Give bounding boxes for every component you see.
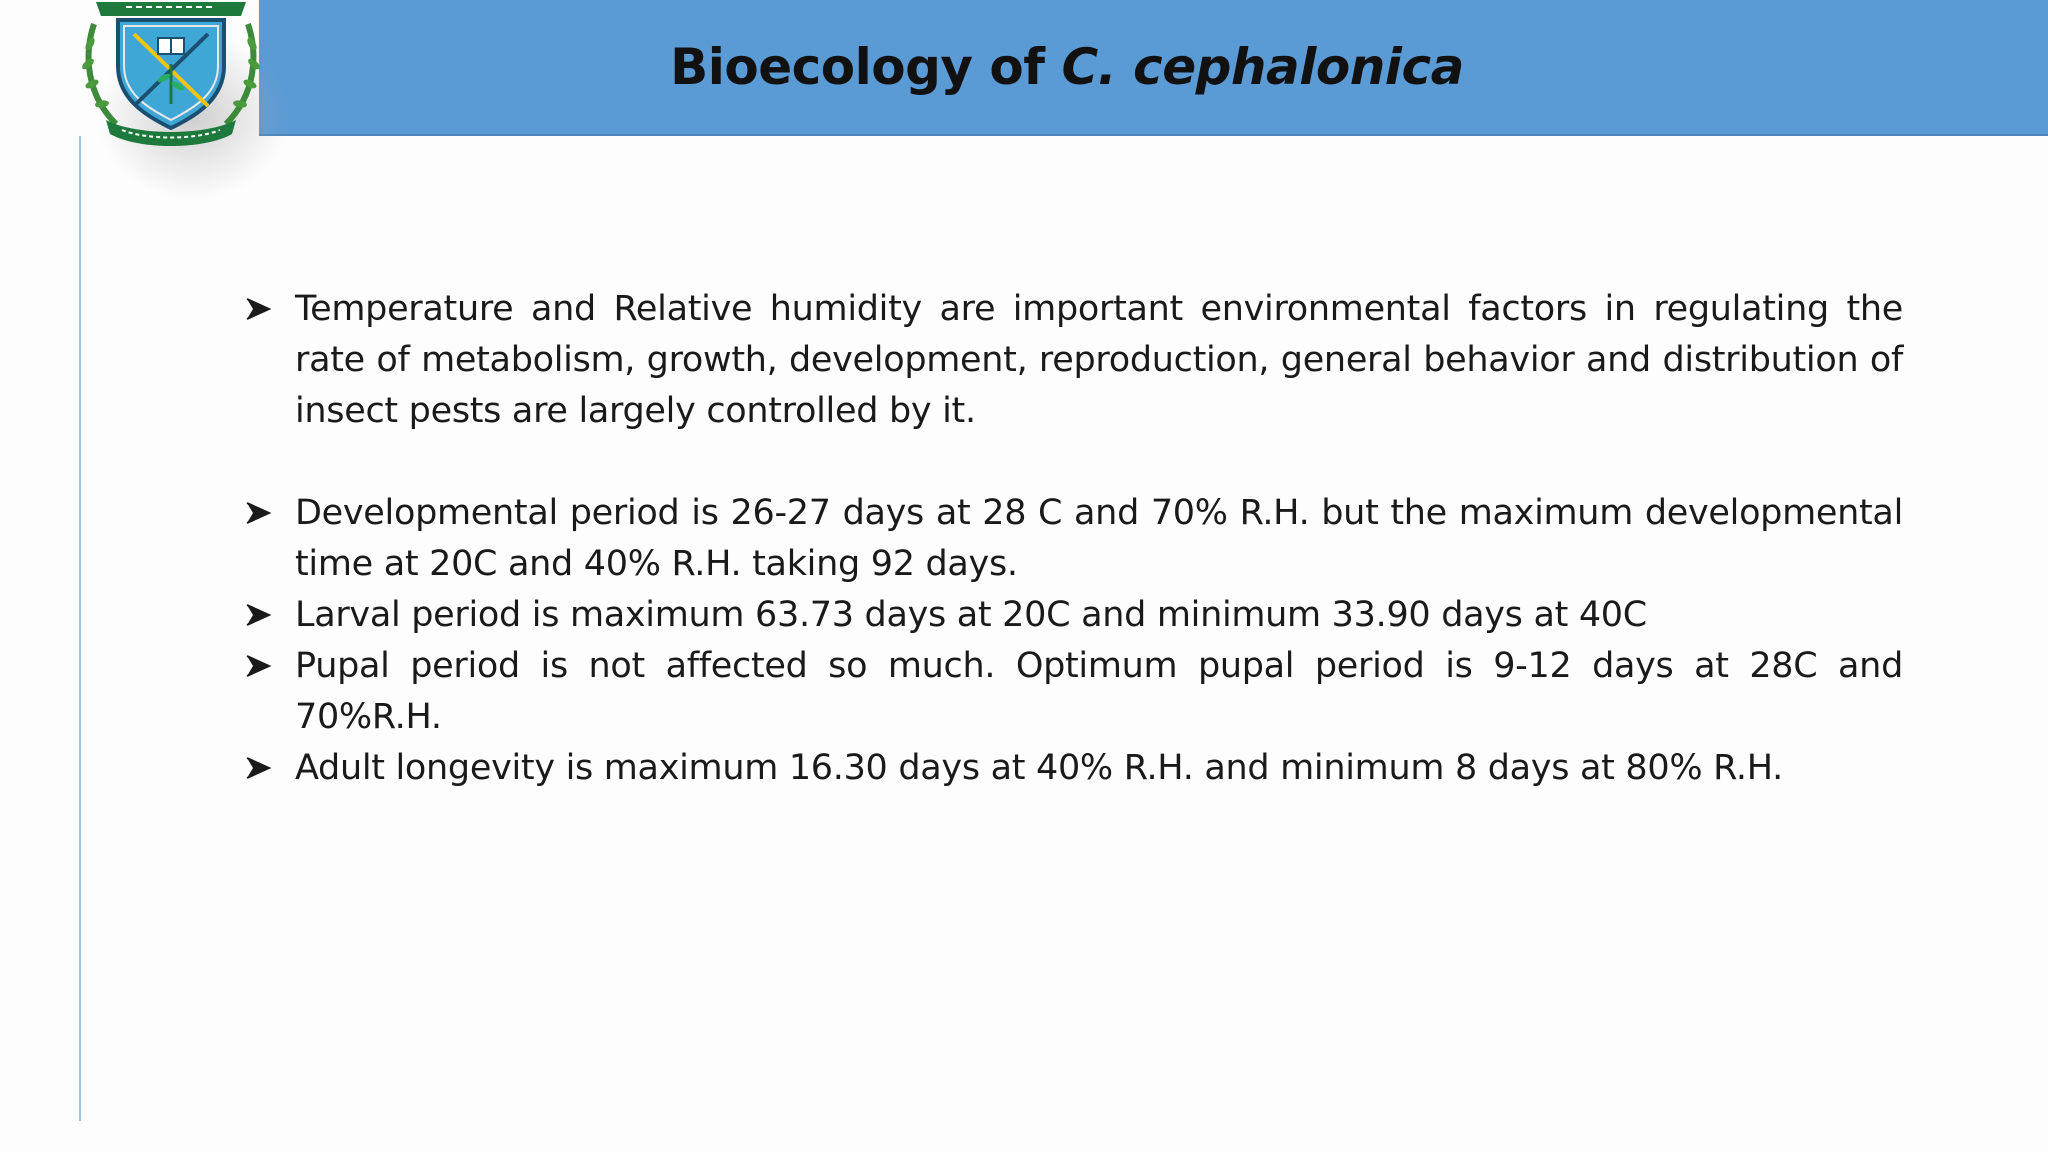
list-item <box>243 590 1903 641</box>
bullet-text: Adult longevity is maximum 16.30 days at 40% R.H. and minimum 8 days at 80% R.H. <box>295 748 1783 788</box>
arrow-bullet-icon <box>243 590 273 641</box>
list-item <box>243 743 1903 794</box>
slide-title <box>259 38 1875 96</box>
title-species: C. cephalonica <box>1061 38 1464 96</box>
arrow-bullet-icon <box>243 488 273 539</box>
title-text: Bioecology of <box>670 38 1062 96</box>
university-crest-icon <box>76 0 266 154</box>
left-divider <box>79 136 81 1121</box>
arrow-bullet-icon <box>243 743 273 794</box>
university-logo <box>68 0 293 204</box>
title-bar <box>259 0 2048 136</box>
bullet-list <box>243 284 1903 794</box>
arrow-bullet-icon <box>243 641 273 692</box>
list-item <box>243 488 1903 590</box>
bullet-text: Larval period is maximum 63.73 days at 20C and minimum 33.90 days at 40C <box>295 595 1647 635</box>
bullet-text: Developmental period is 26-27 days at 28 C and 70% R.H. but the maximum developmental time at 20C and 40% R.H. taking 92 days. <box>295 493 1903 584</box>
arrow-bullet-icon <box>243 284 273 335</box>
list-item <box>243 284 1903 437</box>
bullet-text: Pupal period is not affected so much. Optimum pupal period is 9-12 days at 28C and 70%R.H. <box>295 646 1903 737</box>
list-item <box>243 641 1903 743</box>
bullet-text: Temperature and Relative humidity are important environmental factors in regulating the rate of metabolism, growth, development, reproduction, general behavior and distribution of insect pests are largely controlled by it. <box>295 289 1903 431</box>
